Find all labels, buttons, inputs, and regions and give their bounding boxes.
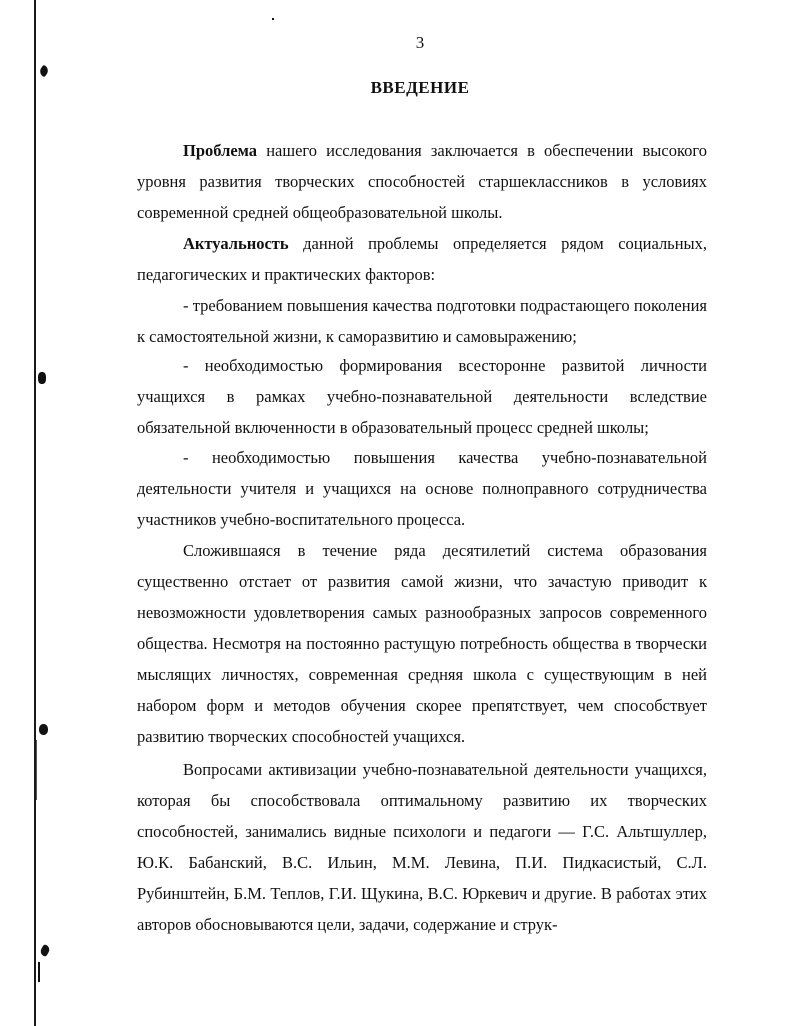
scan-speck: [272, 18, 274, 20]
paragraph-problem: [137, 135, 707, 228]
list-item: [137, 442, 707, 535]
list-item-text: - требованием повышения качества подготовки подрастающего поколения к самостоятельной жизни, к саморазвитию и самовыражению;: [137, 296, 707, 346]
scan-artifact-mark: [38, 372, 46, 384]
paragraph-text: Сложившаяся в течение ряда десятилетий система образования существенно отстает от развития самой жизни, что зачастую приводит к невозможности удовлетворения самых разнообразных запросов современного общества. Несмотря на постоянно растущую потребность общества в творчески мыслящих личностях, современная средняя школа с существующим в ней набором форм и методов обучения скорее препятствует, чем способствует развитию творческих способностей учащихся.: [137, 541, 707, 746]
scan-binding-edge: [34, 0, 36, 1026]
list-item-text: - необходимостью формирования всесторонне развитой личности учащихся в рамках учебно-познавательной деятельности вследствие обязательной включенности в образовательный процесс средней школы;: [137, 356, 707, 437]
scan-artifact-mark: [38, 962, 40, 982]
list-item: [137, 350, 707, 443]
page-number: 3: [415, 33, 425, 52]
paragraph-system: [137, 535, 707, 752]
paragraph-text: данной проблемы определяется рядом социальных, педагогических и практических факторов:: [137, 234, 707, 284]
list-item: [137, 290, 707, 352]
paragraph-lead: Проблема: [183, 141, 258, 160]
list-item-text: - необходимостью повышения качества учебно-познавательной деятельности учителя и учащихся на основе полноправного сотрудничества участников учебно-воспитательного процесса.: [137, 448, 707, 529]
paragraph-activation: [137, 754, 707, 940]
scan-artifact-mark: [39, 724, 48, 735]
page-heading: ВВЕДЕНИЕ: [370, 78, 470, 97]
paragraph-lead: Актуальность: [183, 234, 289, 253]
scan-artifact-mark: [39, 944, 51, 958]
paragraph-text: Вопросами активизации учебно-познавательной деятельности учащихся, которая бы способствовала оптимальному развитию их творческих способностей, занимались видные психологи и педагоги — Г.С. Альтшуллер, Ю.К. Бабанский, В.С. Ильин, М.М. Левина, П.И. Пидкасистый, С.Л. Рубинштейн, Б.М. Теплов, Г.И. Щукина, В.С. Юркевич и другие. В работах этих авторов обосновываются цели, задачи, содержание и струк-: [137, 760, 707, 934]
scan-artifact-mark: [38, 65, 50, 78]
paragraph-text: нашего исследования заключается в обеспечении высокого уровня развития творческих способностей старшеклассников в условиях современной средней общеобразовательной школы.: [137, 141, 707, 222]
paragraph-relevance: [137, 228, 707, 290]
scan-binding-edge-lower: [36, 740, 37, 800]
